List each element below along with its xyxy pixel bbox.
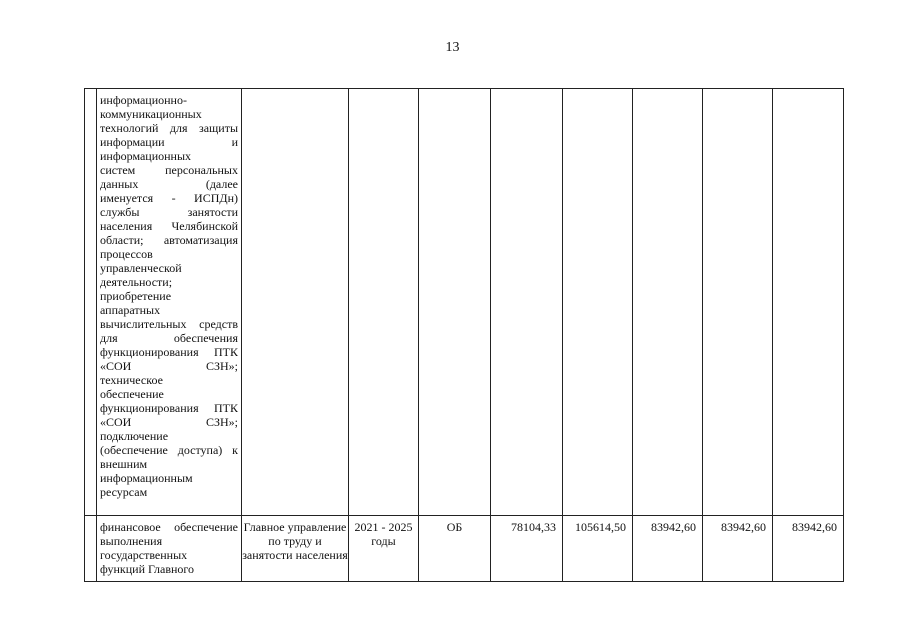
number-cell [85, 516, 97, 582]
description-line: «СОИ СЗН»; [100, 359, 238, 373]
value-cell [773, 516, 844, 582]
program-table [84, 88, 844, 582]
description-line: коммуникационных [100, 107, 202, 121]
description-line: функционирования ПТК [100, 345, 238, 359]
amount-2021: 78104,33 [511, 520, 556, 534]
description-line: информационно- [100, 93, 187, 107]
number-cell [85, 89, 97, 516]
amount-2023: 83942,60 [651, 520, 696, 534]
description-line: государственных [100, 548, 188, 562]
description-line: внешним [100, 457, 148, 471]
source-cell [419, 89, 491, 516]
value-cell [633, 89, 703, 516]
description-line: процессов [100, 247, 153, 261]
description-line: обеспечение [100, 387, 164, 401]
description-text [97, 516, 241, 578]
description-cell [97, 89, 242, 516]
description-line: аппаратных [100, 303, 161, 317]
source-cell [419, 516, 491, 582]
executor-cell [242, 89, 349, 516]
description-line: деятельности; [100, 275, 173, 289]
description-line: данных (далее [100, 177, 238, 191]
table-row [85, 89, 844, 516]
description-line: именуется - ИСПДн) [100, 191, 238, 205]
executor-cell [242, 516, 349, 582]
description-line: техническое [100, 373, 163, 387]
description-line: подключение [100, 429, 169, 443]
funding-source: ОБ [446, 520, 463, 534]
description-line: выполнения [100, 534, 163, 548]
description-line: управленческой [100, 261, 182, 275]
period-cell [349, 516, 419, 582]
description-cell [97, 516, 242, 582]
description-line: (обеспечение доступа) к [100, 443, 238, 457]
page-number: 13 [445, 40, 460, 55]
value-cell [491, 89, 563, 516]
description-line: «СОИ СЗН»; [100, 415, 238, 429]
description-line: технологий для защиты [100, 121, 238, 135]
description-line: информации и [100, 135, 238, 149]
description-line: систем персональных [100, 163, 238, 177]
period-cell [349, 89, 419, 516]
amount-2022: 105614,50 [575, 520, 626, 534]
executor-text: Главное управление по труду и занятости населения [242, 520, 348, 562]
description-line: службы занятости [100, 205, 238, 219]
description-line: информационных [100, 149, 192, 163]
period-text: 2021 - 2025 годы [354, 520, 413, 548]
table-row [85, 516, 844, 582]
value-cell [563, 89, 633, 516]
value-cell [703, 89, 773, 516]
description-line: информационным [100, 471, 193, 485]
value-cell [563, 516, 633, 582]
amount-2025: 83942,60 [792, 520, 837, 534]
value-cell [703, 516, 773, 582]
description-line: ресурсам [100, 485, 148, 499]
amount-2024: 83942,60 [721, 520, 766, 534]
description-line: приобретение [100, 289, 172, 303]
value-cell [773, 89, 844, 516]
description-line: функций Главного [100, 562, 195, 576]
description-line: функционирования ПТК [100, 401, 238, 415]
description-line: для обеспечения [100, 331, 238, 345]
description-line: финансовое обеспечение [100, 520, 238, 534]
description-line: населения Челябинской [100, 219, 238, 233]
description-text [97, 89, 241, 501]
value-cell [491, 516, 563, 582]
description-line: области; автоматизация [100, 233, 238, 247]
value-cell [633, 516, 703, 582]
description-line: вычислительных средств [100, 317, 238, 331]
